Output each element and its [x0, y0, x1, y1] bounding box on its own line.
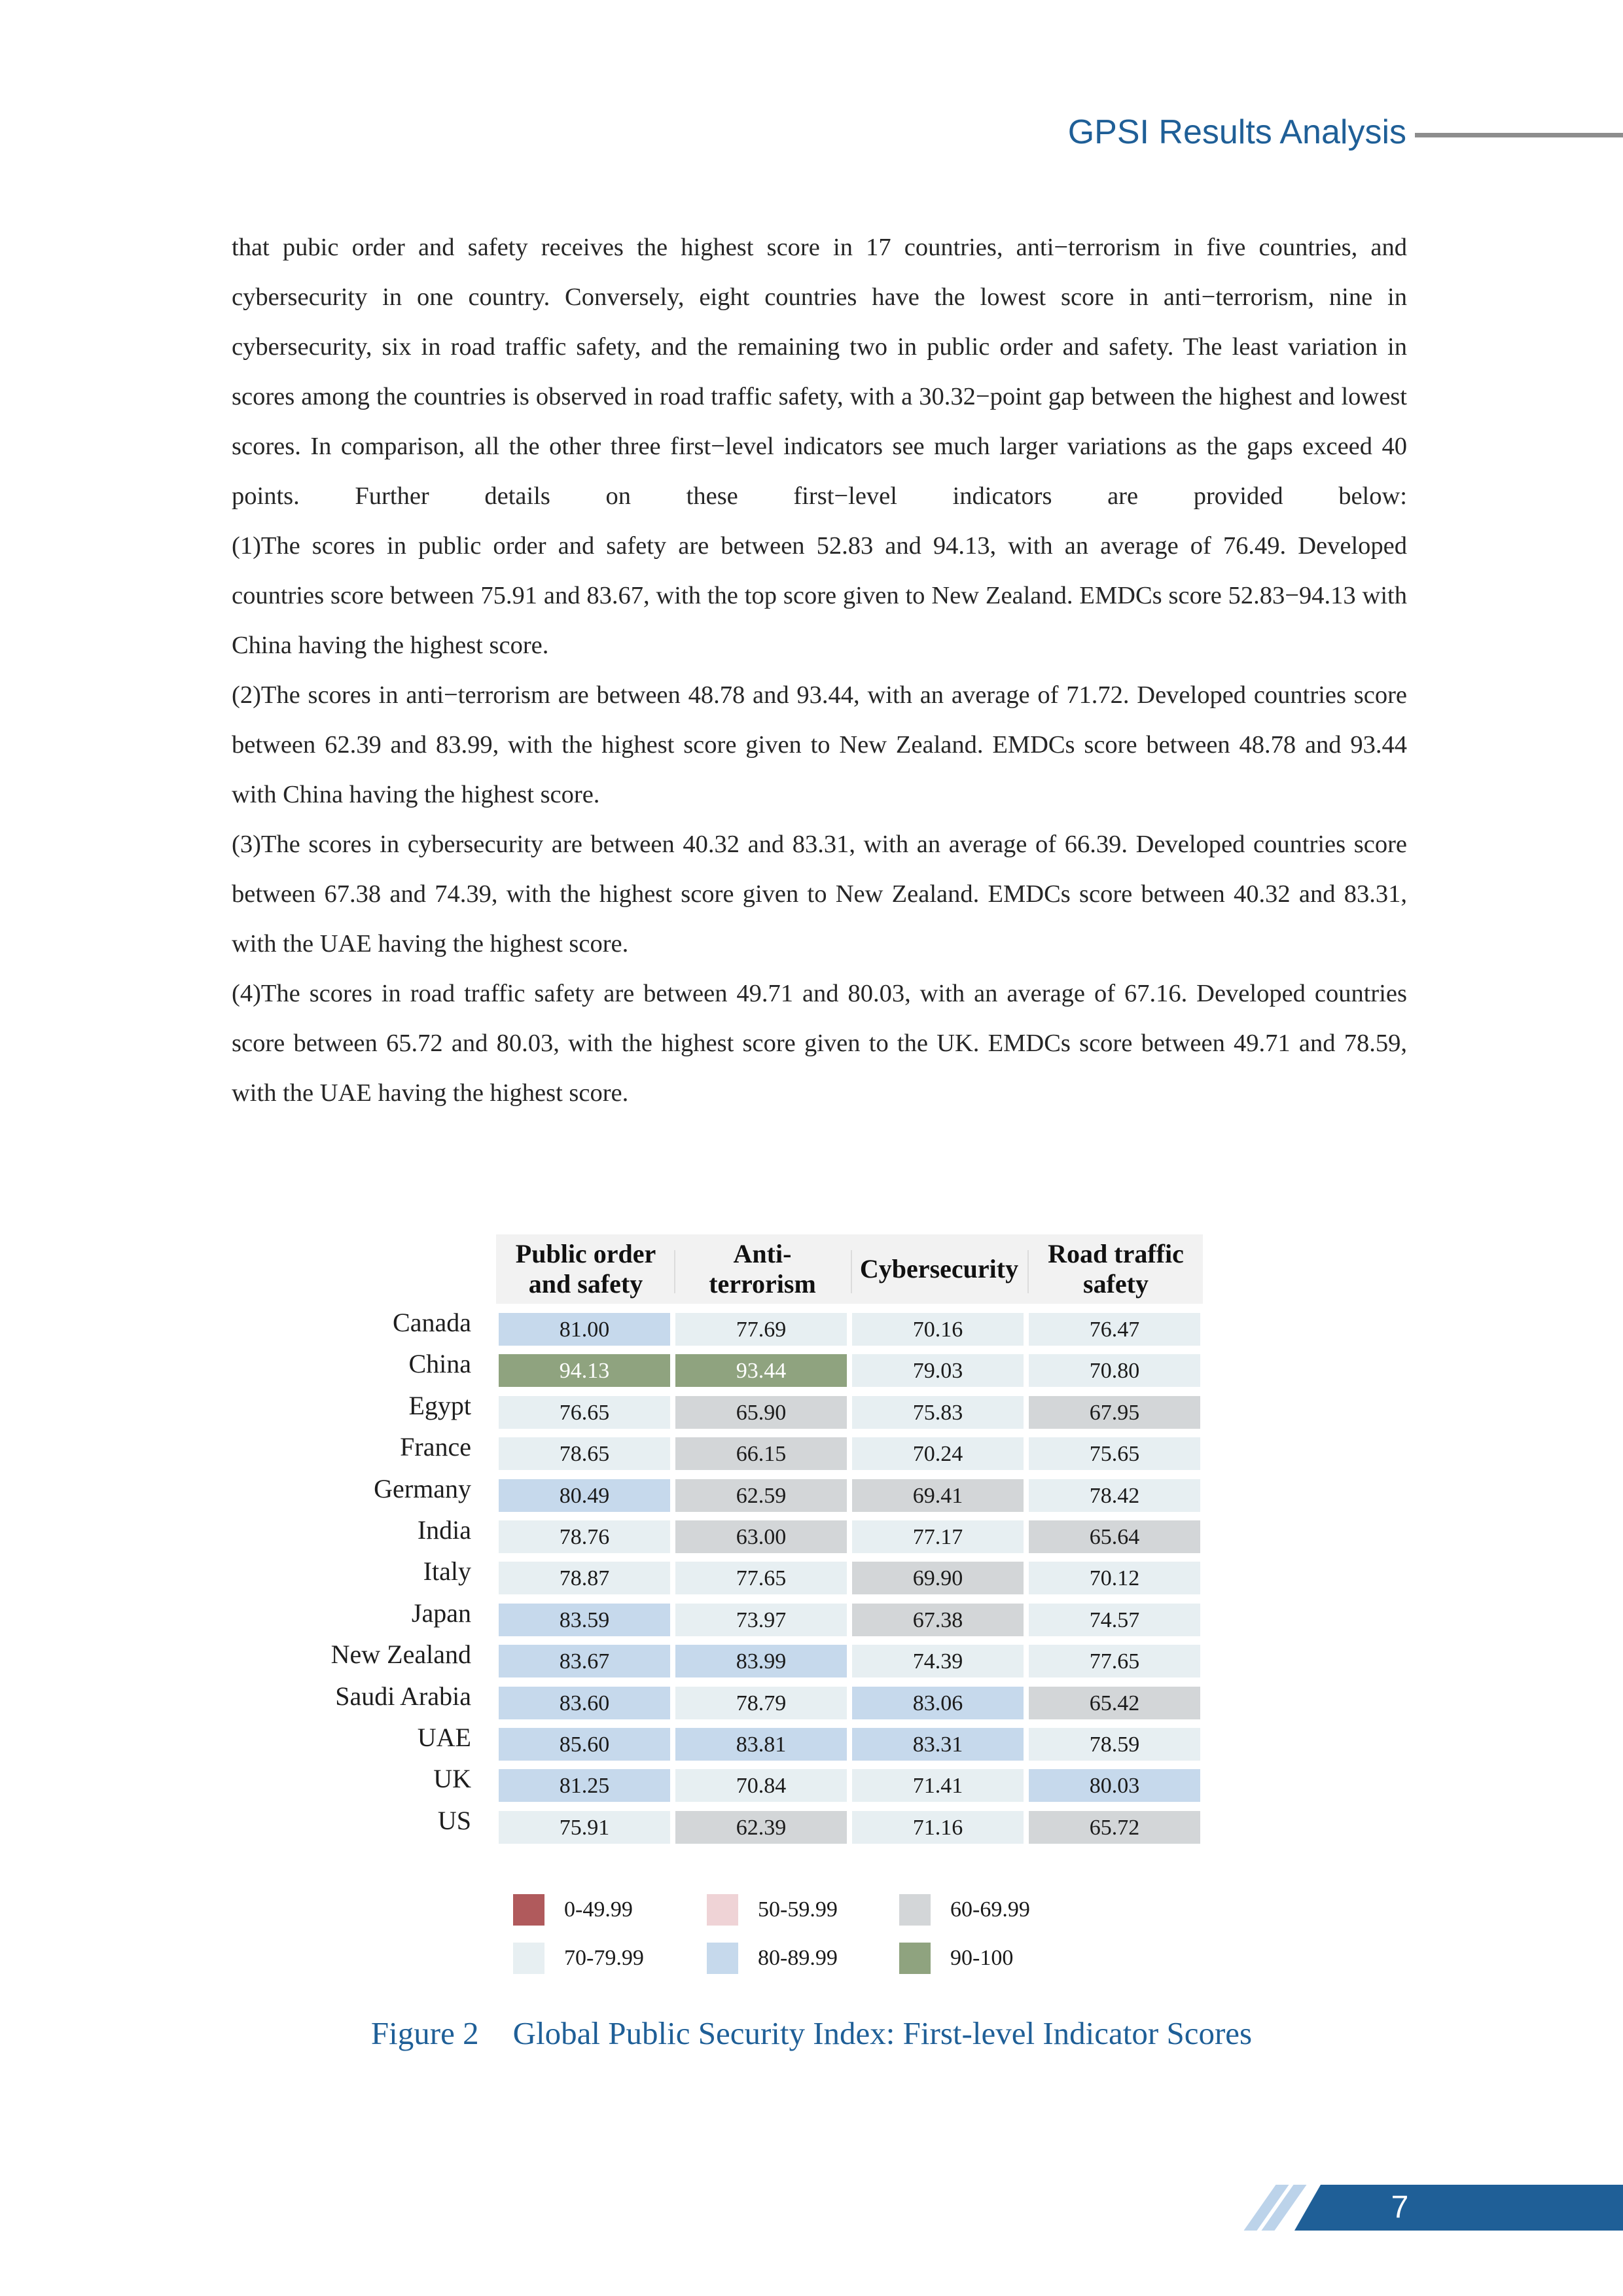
score-cell: 73.97: [675, 1604, 847, 1636]
score-cell: 83.31: [852, 1728, 1024, 1761]
score-cell: 76.47: [1029, 1313, 1200, 1346]
legend-label: 70-79.99: [564, 1946, 644, 1970]
score-cell: 67.95: [1029, 1396, 1200, 1429]
row-label-japan: Japan: [411, 1598, 471, 1628]
score-cell: 78.59: [1029, 1728, 1200, 1761]
body-text: [232, 223, 1407, 1118]
score-cell: 63.00: [675, 1520, 847, 1553]
legend-label: 50-59.99: [758, 1897, 838, 1922]
score-cell: 80.49: [499, 1479, 670, 1512]
score-cell: 83.81: [675, 1728, 847, 1761]
score-cell: 70.16: [852, 1313, 1024, 1346]
score-cell: 78.65: [499, 1437, 670, 1470]
column-separator: [674, 1250, 675, 1293]
row-label-germany: Germany: [374, 1473, 471, 1503]
score-cell: 85.60: [499, 1728, 670, 1761]
score-cell: 83.06: [852, 1687, 1024, 1719]
column-header-public-order: Public order and safety: [515, 1239, 656, 1299]
legend-swatch: [707, 1894, 738, 1926]
column-header-cybersecurity: Cybersecurity: [859, 1254, 1019, 1283]
score-cell: 83.59: [499, 1604, 670, 1636]
score-cell: 74.57: [1029, 1604, 1200, 1636]
header-rule: [1415, 133, 1623, 137]
figure-title: Global Public Security Index: First-level Indicator Scores: [512, 2015, 1253, 2051]
score-cell: 70.24: [852, 1437, 1024, 1470]
score-cell: 81.25: [499, 1769, 670, 1802]
score-cell: 70.12: [1029, 1562, 1200, 1594]
score-cell: 75.65: [1029, 1437, 1200, 1470]
paragraph-public-order: (1)The scores in public order and safety are between 52.83 and 94.13, with an average of 76.49. Developed countries score between 75.91 and 83.67, with the top score given to New Zealand. EMDCs score 52.83−94.13 with China having the highest score.: [232, 532, 1407, 659]
legend-swatch: [899, 1943, 931, 1974]
paragraph-road-traffic: (4)The scores in road traffic safety are between 49.71 and 80.03, with an average of 67.16. Developed countries score between 65.72 and 80.03, with the highest score given to the UK. EMDCs score between 49.71 and 78.59, with the UAE having the highest score.: [232, 980, 1407, 1107]
running-header: GPSI Results Analysis: [1067, 113, 1406, 151]
score-cell: 75.91: [499, 1811, 670, 1844]
row-label-uae: UAE: [417, 1723, 471, 1752]
score-cell: 94.13: [499, 1354, 670, 1387]
score-cell: 93.44: [675, 1354, 847, 1387]
row-label-saudi-arabia: Saudi Arabia: [335, 1681, 471, 1711]
legend-label: 0-49.99: [564, 1897, 633, 1922]
figure-caption: [0, 2015, 1623, 2052]
score-cell: 69.41: [852, 1479, 1024, 1512]
score-cell: 78.42: [1029, 1479, 1200, 1512]
paragraph-cybersecurity: (3)The scores in cybersecurity are between 40.32 and 83.31, with an average of 66.39. Developed countries score between 67.38 and 74.39, with the highest score given to New Zealand. EMDCs score between 40.32 and 83.31, with the UAE having the highest score.: [232, 831, 1407, 958]
score-cell: 78.87: [499, 1562, 670, 1594]
row-label-egypt: Egypt: [408, 1390, 471, 1420]
score-cell: 83.99: [675, 1645, 847, 1677]
score-cell: 66.15: [675, 1437, 847, 1470]
row-label-india: India: [417, 1515, 471, 1545]
figure-label: Figure 2: [370, 2015, 479, 2051]
score-cell: 65.64: [1029, 1520, 1200, 1553]
score-cell: 67.38: [852, 1604, 1024, 1636]
row-label-canada: Canada: [393, 1308, 471, 1337]
legend-swatch: [707, 1943, 738, 1974]
score-cell: 65.72: [1029, 1811, 1200, 1844]
column-header-anti-terrorism: Anti- terrorism: [709, 1239, 816, 1299]
page-number-box: [1294, 2185, 1623, 2231]
legend-swatch: [899, 1894, 931, 1926]
legend-swatch: [513, 1943, 544, 1974]
score-cell: 81.00: [499, 1313, 670, 1346]
legend-label: 90-100: [950, 1946, 1014, 1970]
score-cell: 77.65: [1029, 1645, 1200, 1677]
score-cell: 70.80: [1029, 1354, 1200, 1387]
legend-label: 80-89.99: [758, 1946, 838, 1970]
paragraph-anti-terrorism: (2)The scores in anti−terrorism are between 48.78 and 93.44, with an average of 71.72. Developed countries score between 62.39 and 83.99, with the highest score given to New Zealand. EMDCs score between 48.78 and 93.44 with China having the highest score.: [232, 681, 1407, 808]
score-cell: 71.16: [852, 1811, 1024, 1844]
row-label-uk: UK: [433, 1764, 471, 1794]
legend-label: 60-69.99: [950, 1897, 1030, 1922]
score-cell: 77.65: [675, 1562, 847, 1594]
score-cell: 70.84: [675, 1769, 847, 1802]
paragraph-intro: that pubic order and safety receives the highest score in 17 countries, anti−terrorism in five countries, and cybersecurity in one country. Conversely, eight countries have the lowest score in anti−terrorism, nine in cybersecurity, six in road traffic safety, and the remaining two in public order and safety. The least variation in scores among the countries is observed in road traffic safety, with a 30.32−point gap between the highest and lowest scores. In comparison, all the other three first−level indicators see much larger variations as the gaps exceed 40 points. Further details on these first−level indicators are provided below:: [232, 234, 1407, 510]
score-cell: 62.59: [675, 1479, 847, 1512]
row-label-us: US: [437, 1805, 471, 1835]
column-separator: [1027, 1250, 1029, 1293]
score-cell: 69.90: [852, 1562, 1024, 1594]
score-cell: 65.90: [675, 1396, 847, 1429]
score-cell: 74.39: [852, 1645, 1024, 1677]
score-cell: 65.42: [1029, 1687, 1200, 1719]
score-cell: 78.76: [499, 1520, 670, 1553]
score-cell: 77.69: [675, 1313, 847, 1346]
score-cell: 77.17: [852, 1520, 1024, 1553]
score-cell: 83.67: [499, 1645, 670, 1677]
score-cell: 78.79: [675, 1687, 847, 1719]
score-cell: 83.60: [499, 1687, 670, 1719]
row-label-china: China: [408, 1349, 471, 1379]
legend-swatch: [513, 1894, 544, 1926]
page-number: 7: [1391, 2190, 1409, 2225]
score-cell: 76.65: [499, 1396, 670, 1429]
row-label-france: France: [400, 1432, 471, 1462]
score-cell: 71.41: [852, 1769, 1024, 1802]
score-cell: 79.03: [852, 1354, 1024, 1387]
column-separator: [851, 1250, 852, 1293]
row-label-italy: Italy: [423, 1556, 471, 1587]
score-cell: 80.03: [1029, 1769, 1200, 1802]
row-label-new-zealand: New Zealand: [330, 1640, 471, 1670]
score-cell: 62.39: [675, 1811, 847, 1844]
score-cell: 75.83: [852, 1396, 1024, 1429]
column-header-road-traffic: Road traffic safety: [1048, 1239, 1184, 1299]
